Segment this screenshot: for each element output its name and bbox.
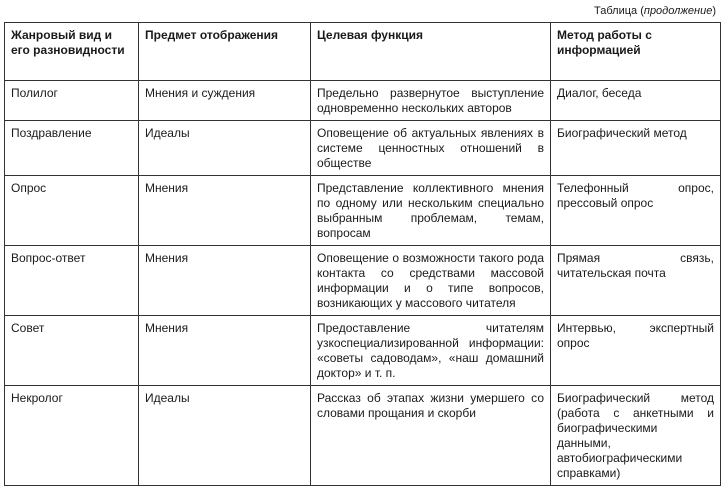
header-subject: Предмет отображения [139, 23, 311, 81]
header-row [5, 23, 721, 81]
cell-subject: Идеалы [139, 121, 311, 176]
header-genre: Жанровый вид и его разновидности [5, 23, 139, 81]
table-caption [594, 5, 716, 17]
cell-genre: Опрос [5, 176, 139, 246]
cell-subject: Мнения [139, 246, 311, 316]
header-function: Целевая функция [311, 23, 551, 81]
caption-italic: продолжение [643, 5, 713, 17]
cell-function: Оповещение об актуальных явлениях в системе ценностных отношений в обществе [311, 121, 551, 176]
cell-method: Диалог, беседа [551, 81, 721, 121]
cell-subject: Мнения [139, 176, 311, 246]
caption-prefix: Таблица ( [594, 5, 644, 17]
cell-subject: Мнения и суждения [139, 81, 311, 121]
cell-method: Биографический метод [551, 121, 721, 176]
cell-subject: Идеалы [139, 386, 311, 486]
cell-subject: Мнения [139, 316, 311, 386]
genre-table [4, 22, 721, 486]
cell-method: Интервью, экспертный опрос [551, 316, 721, 386]
cell-function: Рассказ об этапах жизни умершего со словами прощания и скорби [311, 386, 551, 486]
cell-genre: Вопрос-ответ [5, 246, 139, 316]
cell-genre: Полилог [5, 81, 139, 121]
table-row [5, 121, 721, 176]
table-row [5, 316, 721, 386]
cell-method: Телефонный опрос, прессовый опрос [551, 176, 721, 246]
cell-genre: Поздравление [5, 121, 139, 176]
table-row [5, 176, 721, 246]
table-row [5, 81, 721, 121]
caption-suffix: ) [712, 5, 716, 17]
table-row [5, 246, 721, 316]
cell-method: Биографический метод (работа с анкетными и биографическими данными, автобиографическими справками) [551, 386, 721, 486]
header-method: Метод работы с информацией [551, 23, 721, 81]
cell-function: Представление коллективного мнения по одному или нескольким специально выбранным проблемам, темам, вопросам [311, 176, 551, 246]
cell-genre: Совет [5, 316, 139, 386]
cell-function: Предоставление читателям узкоспециализированной информации: «советы садоводам», «наш домашний доктор» и т. п. [311, 316, 551, 386]
cell-function: Оповещение о возможности такого рода контакта со средствами массовой информации и о типе вопросов, возникающих у массового читателя [311, 246, 551, 316]
cell-method: Прямая связь, читательская почта [551, 246, 721, 316]
cell-genre: Некролог [5, 386, 139, 486]
table-row [5, 386, 721, 486]
cell-function: Предельно развернутое выступление одновременно нескольких авторов [311, 81, 551, 121]
